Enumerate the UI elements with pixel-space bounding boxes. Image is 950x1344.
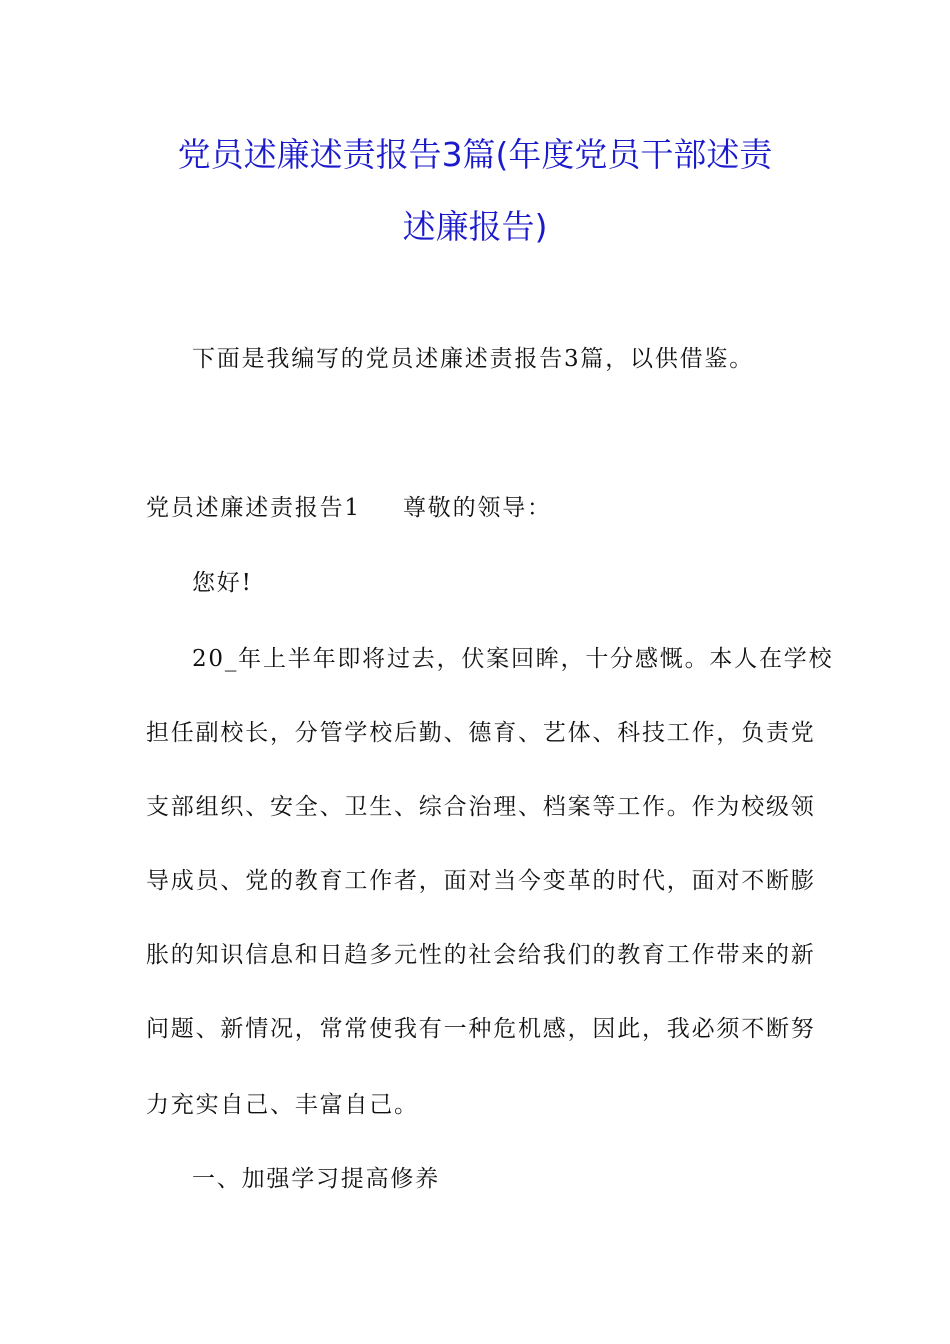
- body-line: 导成员、党的教育工作者，面对当今变革的时代，面对不断膨: [146, 868, 816, 894]
- body-line: 胀的知识信息和日趋多元性的社会给我们的教育工作带来的新: [146, 942, 816, 968]
- body-line: 担任副校长，分管学校后勤、德育、艺体、科技工作，负责党: [146, 720, 816, 746]
- section-heading: 一、加强学习提高修养: [192, 1166, 440, 1192]
- document-title-line-2: 述廉报告): [402, 207, 548, 246]
- body-line: 问题、新情况，常常使我有一种危机感，因此，我必须不断努: [146, 1016, 816, 1042]
- intro-paragraph: 下面是我编写的党员述廉述责报告3篇，以供借鉴。: [192, 346, 755, 372]
- report-heading: 党员述廉述责报告1: [146, 495, 361, 521]
- document-title-line-1: 党员述廉述责报告3篇(年度党员干部述责: [177, 135, 773, 174]
- body-line: 20_年上半年即将过去，伏案回眸，十分感慨。本人在学校: [192, 646, 834, 672]
- salutation: 尊敬的领导：: [403, 495, 552, 521]
- body-line: 支部组织、安全、卫生、综合治理、档案等工作。作为校级领: [146, 794, 816, 820]
- greeting: 您好!: [192, 570, 253, 596]
- body-line: 力充实自己、丰富自己。: [146, 1092, 419, 1118]
